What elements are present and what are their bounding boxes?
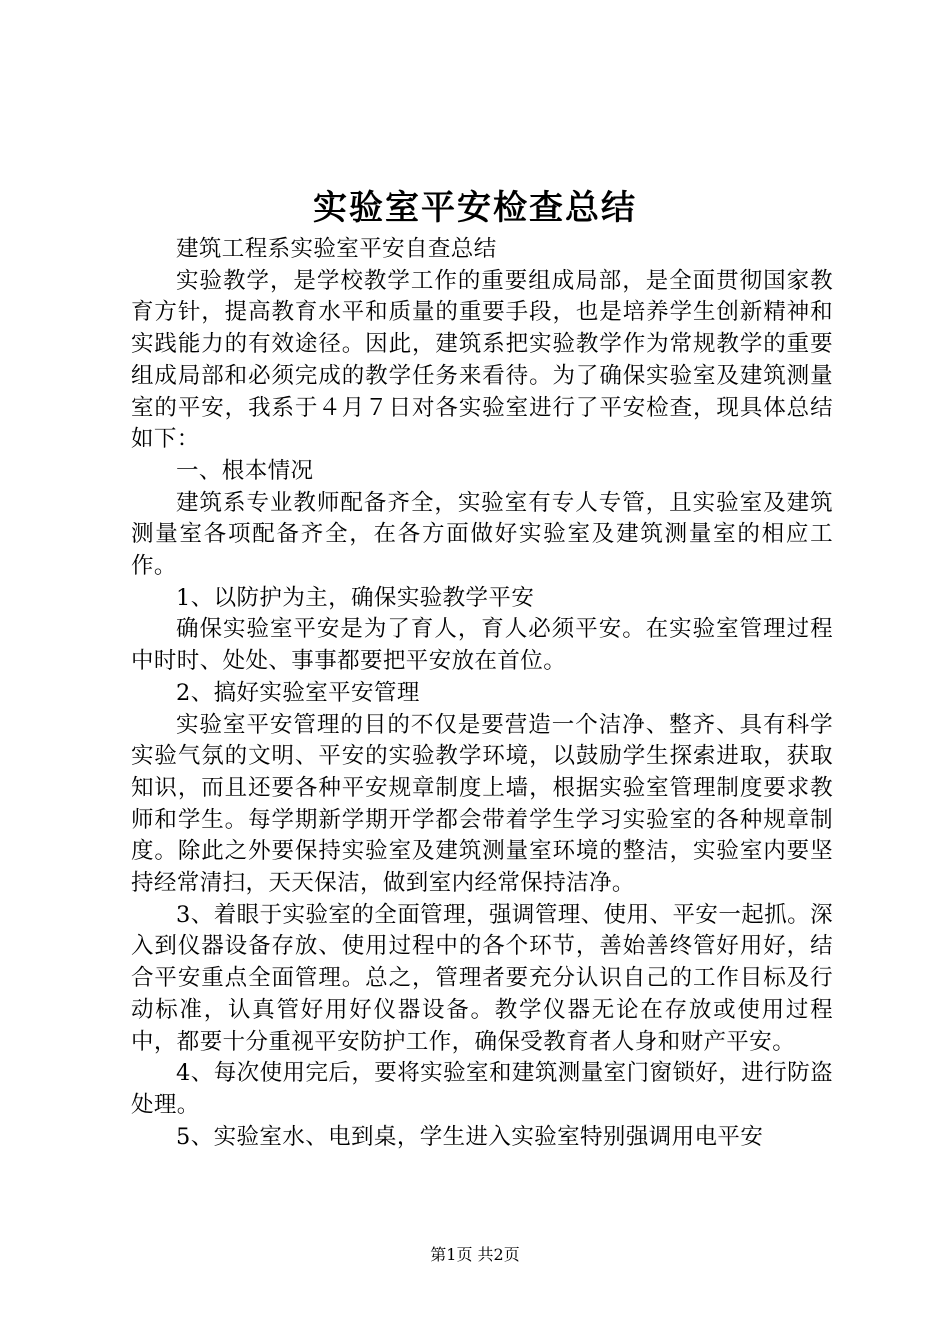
- item-paragraph-5: 5、实验室水、电到桌，学生进入实验室特别强调用电平安: [176, 1123, 764, 1150]
- item-heading-2: 2、搞好实验室平安管理: [176, 679, 420, 706]
- basic-situation-paragraph: 建筑系专业教师配备齐全，实验室有专人专管，且实验室及建筑测量室各项配备齐全，在各方面做好实验室及建筑测量室的相应工作。: [131, 489, 833, 580]
- item-paragraph-1: 确保实验室平安是为了育人，育人必须平安。在实验室管理过程中时时、处处、事事都要把平安放在首位。: [131, 616, 833, 675]
- item-paragraph-2: 实验室平安管理的目的不仅是要营造一个洁净、整齐、具有科学实验气氛的文明、平安的实验教学环境，以鼓励学生探索进取，获取知识，而且还要各种平安规章制度上墙，根据实验室管理制度要求教师和学生。每学期新学期开学都会带着学生学习实验室的各种规章制度。除此之外要保持实验室及建筑测量室环境的整洁，实验室内要坚持经常清扫，天天保洁，做到室内经常保持洁净。: [131, 711, 833, 897]
- item-paragraph-4: 4、每次使用完后，要将实验室和建筑测量室门窗锁好，进行防盗处理。: [131, 1060, 833, 1118]
- document-body: [131, 234, 833, 1153]
- intro-paragraph: 实验教学，是学校教学工作的重要组成局部，是全面贯彻国家教育方针，提高教育水平和质量的重要手段，也是培养学生创新精神和实践能力的有效途径。因此，建筑系把实验教学作为常规教学的重要组成局部和必须完成的教学任务来看待。为了确保实验室及建筑测量室的平安，我系于４月７日对各实验室进行了平安检查，现具体总结如下：: [131, 267, 833, 453]
- document-title: 实验室平安检查总结: [313, 188, 637, 228]
- section-heading-basic: 一、根本情况: [176, 457, 314, 484]
- subtitle-paragraph: 建筑工程系实验室平安自查总结: [176, 236, 497, 262]
- item-heading-1: 1、以防护为主，确保实验教学平安: [176, 584, 535, 611]
- page-footer: 第1页 共2页: [430, 1245, 520, 1264]
- item-paragraph-3: 3、着眼于实验室的全面管理，强调管理、使用、平安一起抓。深入到仪器设备存放、使用过程中的各个环节，善始善终管好用好，结合平安重点全面管理。总之，管理者要充分认识自己的工作目标及行动标准，认真管好用好仪器设备。教学仪器无论在存放或使用过程中，都要十分重视平安防护工作，确保受教育者人身和财产平安。: [131, 901, 833, 1055]
